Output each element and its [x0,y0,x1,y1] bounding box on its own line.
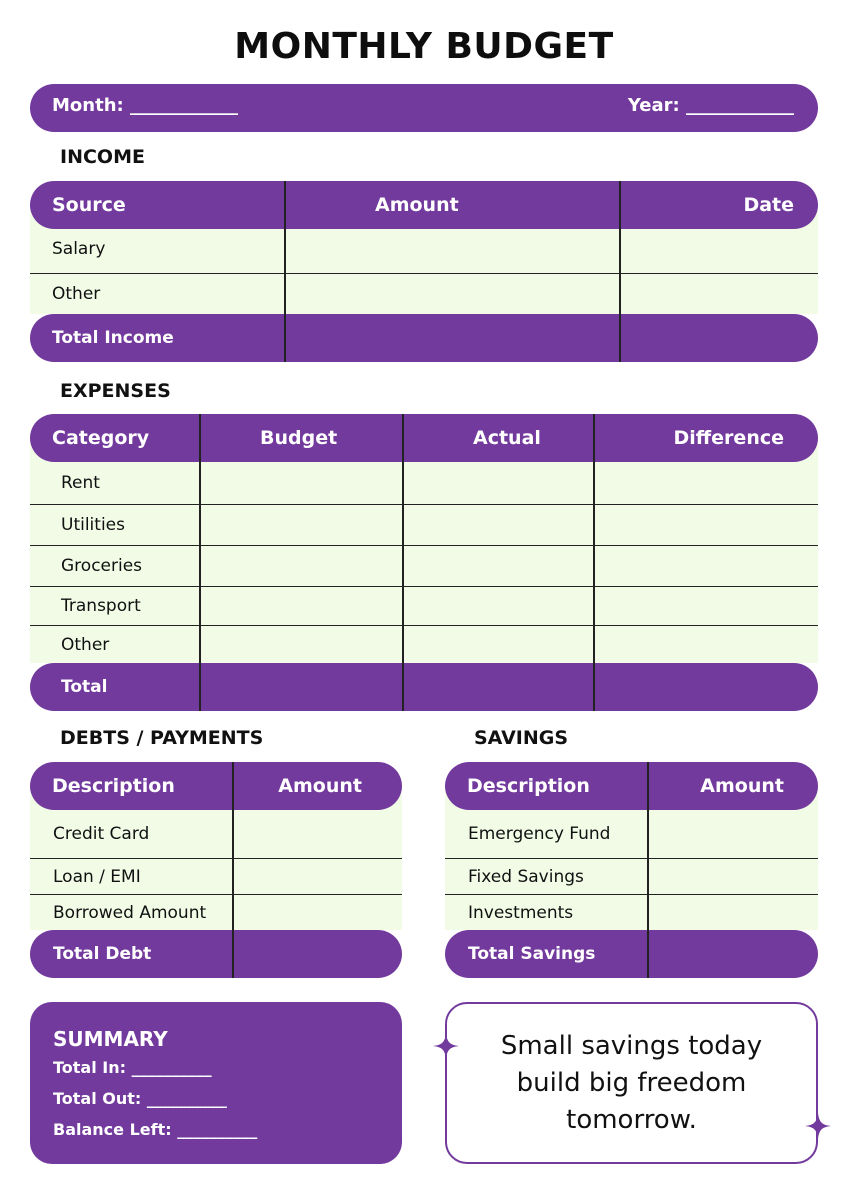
table-row [30,505,818,546]
month-field[interactable]: Month: ____________ [52,95,238,116]
table-row [30,859,402,895]
table-row [30,626,818,663]
column-divider [593,414,595,711]
summary-title: SUMMARY [53,1027,168,1051]
debts-table [30,762,402,978]
column-header: Amount [375,194,459,216]
table-header [30,414,818,462]
column-header: Source [52,194,126,216]
column-divider [284,181,286,362]
quote-line: tomorrow. [566,1105,697,1135]
column-header: Description [467,775,590,797]
year-field[interactable]: Year: ____________ [627,95,794,116]
column-header: Category [52,427,150,449]
column-header: Amount [700,775,784,797]
column-header: Budget [260,427,338,449]
column-header: Difference [673,427,784,449]
table-header [30,181,818,229]
page-title: MONTHLY BUDGET [234,26,614,67]
quote-text [447,1028,816,1139]
sparkle-icon [805,1113,831,1139]
row-label: Loan / EMI [53,866,141,887]
row-label: Fixed Savings [468,866,584,887]
total-label: Total Savings [468,944,596,964]
savings-title: SAVINGS [474,727,569,749]
row-label: Other [52,284,101,304]
expenses-table [30,414,818,711]
savings-table [445,762,818,978]
summary-balance-left[interactable]: Balance Left: __________ [53,1120,258,1139]
row-label: Groceries [61,556,143,576]
table-row [30,895,402,930]
total-row [445,930,818,978]
summary-box [30,1002,402,1164]
table-header [30,762,402,810]
total-label: Total Debt [53,944,152,964]
table-row [445,859,818,895]
table-row [30,587,818,626]
month-year-bar [30,84,818,132]
row-label: Emergency Fund [468,824,611,844]
column-divider [199,414,201,711]
row-label: Transport [61,596,141,616]
column-divider [402,414,404,711]
income-table [30,181,818,362]
column-header: Amount [278,775,362,797]
total-row [30,663,818,711]
column-header: Actual [473,427,541,449]
quote-line: Small savings today [500,1031,763,1061]
row-label: Investments [468,902,574,923]
total-row [30,930,402,978]
total-label: Total Income [52,328,174,348]
row-label: Rent [61,473,100,493]
debts-title: DEBTS / PAYMENTS [60,727,264,749]
row-label: Borrowed Amount [53,902,207,923]
row-label: Salary [52,239,106,259]
row-label: Other [61,634,110,655]
row-label: Utilities [61,515,125,535]
table-header [445,762,818,810]
table-row [30,546,818,587]
row-label: Credit Card [53,824,150,844]
income-title: INCOME [60,146,145,168]
table-row [30,274,818,314]
total-label: Total [61,677,108,697]
summary-total-in[interactable]: Total In: __________ [53,1058,212,1077]
quote-box [445,1002,818,1164]
column-divider [647,762,649,978]
expenses-title: EXPENSES [60,380,171,402]
column-header: Description [52,775,175,797]
summary-total-out[interactable]: Total Out: __________ [53,1089,227,1108]
column-header: Date [743,194,794,216]
quote-line: build big freedom [516,1068,747,1098]
column-divider [232,762,234,978]
total-row [30,314,818,362]
table-row [445,895,818,930]
column-divider [619,181,621,362]
sparkle-icon [433,1033,459,1059]
